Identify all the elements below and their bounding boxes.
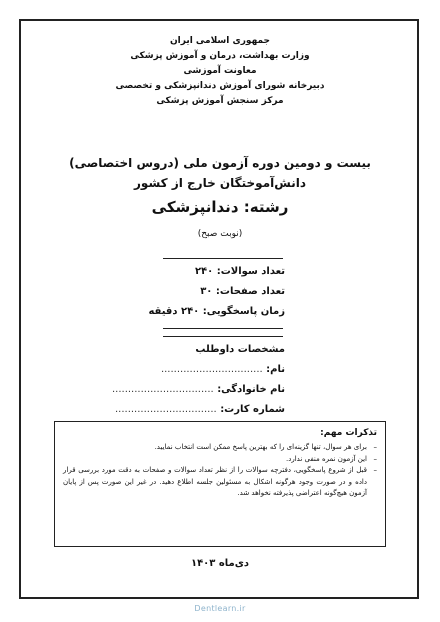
divider-top xyxy=(163,258,283,259)
name-field-row xyxy=(161,364,285,375)
exam-major: رشته: دندانپزشکی xyxy=(151,198,289,216)
header-line-secretariat: دبیرخانه شورای آموزش دندانپزشکی و تخصصی xyxy=(115,81,325,91)
exam-title xyxy=(0,153,440,193)
important-notes-box xyxy=(54,421,386,547)
family-label: نام خانوادگی: xyxy=(217,384,285,395)
question-count: تعداد سوالات: ۲۴۰ xyxy=(194,266,285,277)
name-field[interactable]: ................................ xyxy=(160,364,263,375)
bullet-icon: – xyxy=(373,454,377,463)
header-line-center: مرکز سنجش آموزش پزشکی xyxy=(156,96,284,106)
answer-time: زمان پاسخگویی: ۲۴۰ دقیقه xyxy=(148,306,285,317)
divider-middle xyxy=(163,328,283,329)
note-item: – قبل از شروع پاسخگویی، دفترچه سوالات را از نظر تعداد سوالات و صفحات به دقت مورد بررسی قرار داده و در صورت وجود هرگونه اشکال به مسئولین جلسه اطلاع دهید. در غیر این صورت پس از پایان آزمون هیچ‌گونه اعتراضی پذیرفته نخواهد شد. xyxy=(63,466,377,497)
notes-list xyxy=(63,442,377,500)
card-label: شماره کارت: xyxy=(220,404,285,415)
family-field-row xyxy=(112,384,285,395)
header-line-deputy: معاونت آموزشی xyxy=(183,66,257,76)
bullet-icon: – xyxy=(373,443,377,451)
bullet-icon: – xyxy=(373,466,377,474)
exam-shift: (نوبت صبح) xyxy=(197,229,243,239)
header-line-country: جمهوری اسلامی ایران xyxy=(169,36,271,46)
notes-title: تذکرات مهم: xyxy=(320,428,377,438)
exam-title-line2: دانش‌آموختگان خارج از کشور xyxy=(134,176,306,190)
exam-title-line1: بیست و دومین دوره آزمون ملی (دروس اختصاصی) xyxy=(69,156,371,170)
issuer-header xyxy=(0,34,440,109)
card-field-row xyxy=(115,404,285,415)
card-number-field[interactable]: ................................ xyxy=(114,404,217,415)
header-line-ministry: وزارت بهداشت، درمان و آموزش پزشکی xyxy=(130,51,310,61)
watermark: Dentlearn.ir xyxy=(194,604,246,613)
family-field[interactable]: ................................ xyxy=(111,384,214,395)
divider-middle-2 xyxy=(163,336,283,337)
note-item: – این آزمون نمره منفی ندارد. xyxy=(63,454,377,466)
note-item: – برای هر سوال، تنها گزینه‌ای را که بهترین پاسخ ممکن است انتخاب نمایید. xyxy=(63,442,377,454)
name-label: نام: xyxy=(266,364,285,375)
exam-date: دی‌ماه ۱۴۰۳ xyxy=(190,558,250,569)
candidate-section-title: مشخصات داوطلب xyxy=(195,344,285,355)
page-count: تعداد صفحات: ۳۰ xyxy=(200,286,285,297)
